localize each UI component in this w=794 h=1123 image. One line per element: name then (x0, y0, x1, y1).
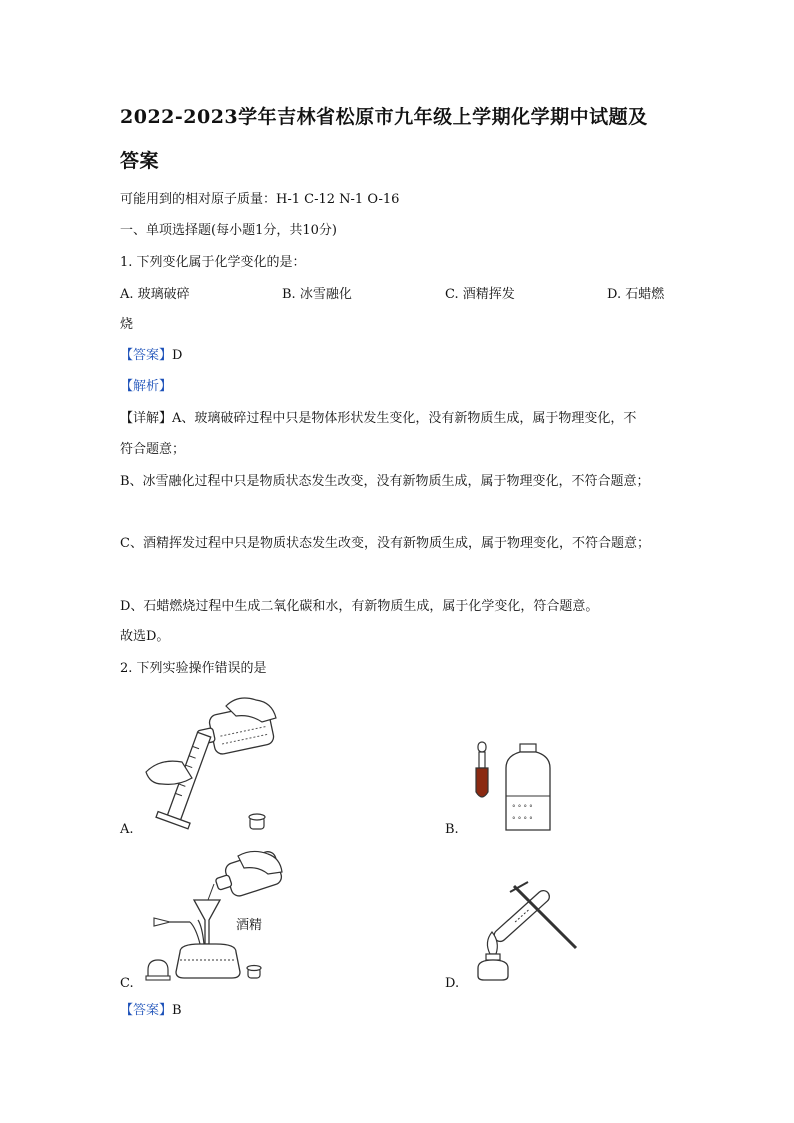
q1-detail-d: D、石蜡燃烧过程中生成二氧化碳和水，有新物质生成，属于化学变化，符合题意。 (120, 599, 599, 614)
document-title-line1: 2022-2023学年吉林省松原市九年级上学期化学期中试题及 (120, 106, 648, 128)
q1-analysis-line (120, 375, 172, 394)
document-title-line2: 答案 (120, 150, 160, 172)
detail-a-text: A、玻璃破碎过程中只是物体形状发生变化，没有新物质生成，属于物理变化，不 (172, 411, 637, 426)
q1-option-b: B. 冰雪融化 (282, 287, 352, 302)
alcohol-label: 酒精 (236, 918, 263, 933)
figure-b-dropper-jar (470, 738, 560, 838)
question-2-stem: 2. 下列实验操作错误的是 (120, 661, 267, 676)
q1-answer-value: D (172, 348, 183, 363)
q1-detail-c: C、酒精挥发过程中只是物质状态发生改变，没有新物质生成，属于物理变化，不符合题意； (120, 536, 650, 551)
q1-detail-a (120, 407, 636, 426)
q1-answer-line (120, 344, 182, 363)
q2-label-c: C. (120, 976, 134, 991)
question-1-stem: 1. 下列变化属于化学变化的是： (120, 255, 306, 270)
figure-c-alcohol-lamp (140, 848, 290, 988)
q2-answer-value: B (172, 1003, 182, 1018)
analysis-tag: 【解析】 (120, 379, 173, 394)
section-heading: 一、单项选择题(每小题1分，共10分) (120, 223, 337, 238)
figure-a-pouring-cylinder (140, 692, 290, 837)
q1-detail-a-wrap: 符合题意； (120, 442, 186, 457)
atomic-mass-note: 可能用到的相对原子质量：H-1 C-12 N-1 O-16 (120, 192, 400, 207)
q2-label-b: B. (445, 822, 459, 837)
figure-d-heating-tube (472, 872, 582, 984)
answer-tag: 【答案】 (120, 348, 173, 363)
q1-option-c: C. 酒精挥发 (445, 287, 515, 302)
q1-option-a: A. 玻璃破碎 (120, 287, 190, 302)
svg-text:° ° ° °: ° ° ° ° (512, 804, 533, 812)
q1-conclusion: 故选D。 (120, 629, 170, 644)
q2-label-a: A. (120, 822, 134, 837)
svg-text:° ° ° °: ° ° ° ° (512, 816, 533, 824)
q2-answer-line (120, 999, 182, 1018)
answer-tag: 【答案】 (120, 1003, 173, 1018)
detail-tag: 【详解】 (120, 411, 173, 426)
q1-detail-b: B、冰雪融化过程中只是物质状态发生改变，没有新物质生成，属于物理变化，不符合题意； (120, 474, 650, 489)
q2-label-d: D. (445, 976, 460, 991)
q1-option-d: D. 石蜡燃 (607, 287, 665, 302)
q1-option-d-wrap: 烧 (120, 317, 134, 332)
